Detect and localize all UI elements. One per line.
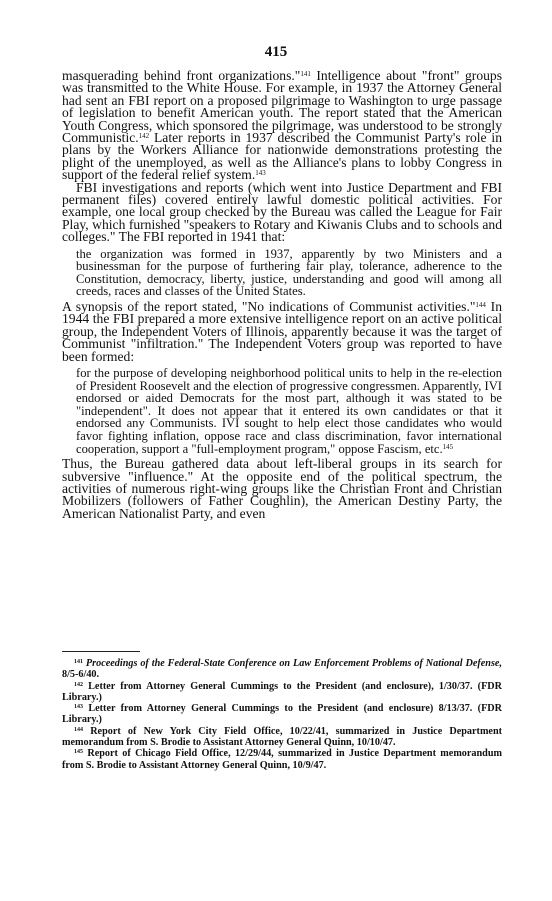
text-run: Report of New York City Field Office, 10/22/41, summarized in Justice Department memorandum from S. Brodie to Assistant Attorney General Quinn, 10/10/47. xyxy=(62,725,503,749)
text-run: In 1944 the FBI prepared a more extensive intelligence report on an active political group, the Independent Voters of Illinois, apparently because it was the target of Communist "infiltration." The Independent Voters group was reported to have been formed: xyxy=(62,299,502,364)
paragraph xyxy=(62,179,502,245)
text-run: Thus, the Bureau gathered data about left-liberal groups in its search for subversive "influence." At the opposite end of the political spectrum, the activities of numerous right-wing groups like the Christian Front and Christian Mobilizers (followers of Father Coughlin), the American Destiny Party, the American Nationalist Party, and even xyxy=(62,456,502,521)
footnotes xyxy=(62,658,502,771)
footnote-reference: 142 xyxy=(138,132,150,141)
text-run: Letter from Attorney General Cummings to the President (and enclosure) 8/13/37. (FDR Library.) xyxy=(62,703,503,726)
text-run: Report of Chicago Field Office, 12/29/44, summarized in Justice Department memorandum from S. Brodie to Assistant Attorney General Quinn, 10/9/47. xyxy=(62,748,502,771)
paragraph xyxy=(62,458,502,520)
footnote-separator xyxy=(62,651,140,652)
text-run: 8/5-6/40. xyxy=(62,669,100,681)
paragraph xyxy=(62,70,502,182)
footnote-number: 145 xyxy=(74,749,83,756)
paragraph xyxy=(62,301,502,363)
footnote-number: 143 xyxy=(74,704,83,711)
block-quote xyxy=(76,248,502,298)
footnote-reference: 143 xyxy=(255,169,266,178)
footnote xyxy=(62,726,502,749)
footnote xyxy=(62,658,502,681)
footnote xyxy=(62,748,502,771)
footnote xyxy=(62,703,502,726)
text-run: FBI investigations and reports (which went into Justice Department and FBI permanent files) covered entirely lawful domestic political activities. For example, one local group checked by the Bureau was called the League for Fair Play, which furnished "speakers to Rotary and Kiwanis Clubs and to schools and colleges." The FBI reported in 1941 that: xyxy=(62,179,502,245)
footnote xyxy=(62,681,502,704)
text-run: Later reports in 1937 described the Communist Party's role in plans by the Workers Alliance for nationwide demonstrations protesting the plight of the unemployed, as well as the Alliance's plans to lobby Congress in support of the federal relief system. xyxy=(62,130,502,183)
footnote-reference: 141 xyxy=(300,70,311,78)
text-run: A synopsis of the report stated, "No indications of Communist activities." xyxy=(62,299,476,315)
text-run: the organization was formed in 1937, apparently by two Ministers and a businessman for the purpose of furthering fair play, tolerance, adherence to the Constitution, democracy, liberty, justice, understanding and good will among all creeds, races and classes of the United States. xyxy=(76,246,502,299)
body-text xyxy=(62,70,502,520)
footnote-reference: 145 xyxy=(442,442,454,451)
text-run: Intelligence about "front" groups was transmitted to the White House. For example, in 1937 the Attorney General had sent an FBI report on a proposed pilgrimage to Washington to urge passage of legislation to benefit American youth. The report stated that the American Youth Congress, which sponsored the pilgrimage, was understood to be strongly Communistic. xyxy=(62,68,502,146)
text-run: Letter from Attorney General Cummings to the President (and enclosure), 1/30/37. (FDR Library.) xyxy=(62,680,503,703)
footnote-number: 144 xyxy=(74,726,83,733)
footnote-number: 141 xyxy=(74,659,83,665)
text-run: masquerading behind front organizations." xyxy=(62,68,301,83)
page-number: 415 xyxy=(264,44,288,60)
footnote-number: 142 xyxy=(74,681,83,688)
block-quote xyxy=(76,367,502,455)
italic-text: Proceedings of the Federal-State Conference on Law Enforcement Problems of National Defense, xyxy=(85,658,502,669)
text-run: for the purpose of developing neighborhood political units to help in the re-election of President Roosevelt and the election of progressive congressmen. Apparently, IVI endorsed or aided Democrats for the most part, although it was stated to be "independent". It does not appear that it entered its own candidates or that it endorsed any Communists. IVI sought to help elect those candidates who would favor fighting inflation, oppose race and class discrimination, favor international cooperation, support a "full-employment program," oppose Fascism, etc. xyxy=(76,366,502,456)
footnote-reference: 144 xyxy=(475,301,486,310)
